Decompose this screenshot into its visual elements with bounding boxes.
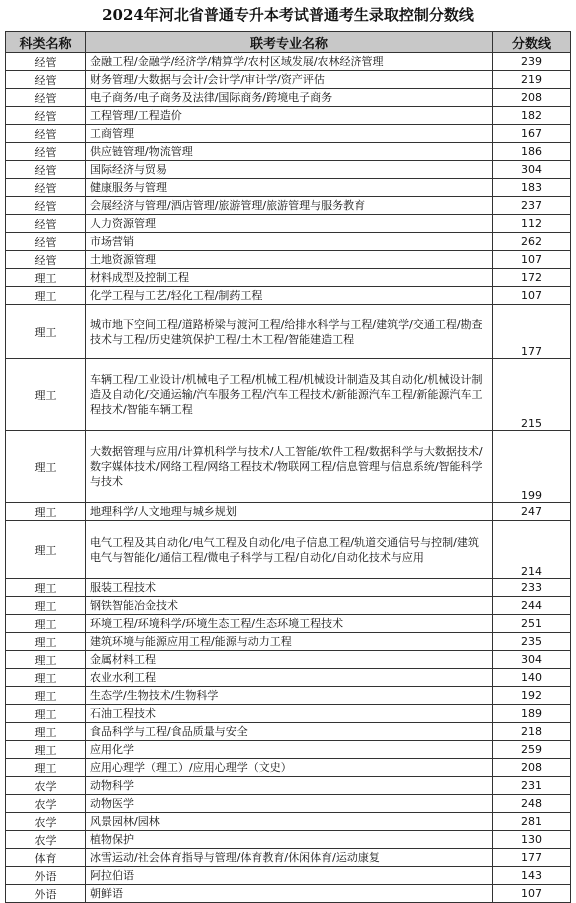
major-cell: 生态学/生物技术/生物科学 bbox=[86, 687, 493, 705]
score-cell: 218 bbox=[493, 723, 571, 741]
score-cell: 140 bbox=[493, 669, 571, 687]
category-cell: 理工 bbox=[6, 287, 86, 305]
category-cell: 外语 bbox=[6, 867, 86, 885]
table-row bbox=[6, 633, 571, 651]
table-row bbox=[6, 521, 571, 579]
category-cell: 经管 bbox=[6, 215, 86, 233]
major-cell: 城市地下空间工程/道路桥梁与渡河工程/给排水科学与工程/建筑学/交通工程/勘查技术与工程/历史建筑保护工程/土木工程/智能建造工程 bbox=[86, 305, 493, 359]
table-row bbox=[6, 125, 571, 143]
score-cell: 182 bbox=[493, 107, 571, 125]
page-title: 2024年河北省普通专升本考试普通考生录取控制分数线 bbox=[102, 6, 474, 24]
score-cell: 199 bbox=[493, 431, 571, 503]
table-row bbox=[6, 867, 571, 885]
score-cell: 186 bbox=[493, 143, 571, 161]
table-row bbox=[6, 53, 571, 71]
major-cell: 应用心理学（理工）/应用心理学（文史） bbox=[86, 759, 493, 777]
major-cell: 建筑环境与能源应用工程/能源与动力工程 bbox=[86, 633, 493, 651]
major-cell: 国际经济与贸易 bbox=[86, 161, 493, 179]
major-cell: 环境工程/环境科学/环境生态工程/生态环境工程技术 bbox=[86, 615, 493, 633]
table-row bbox=[6, 687, 571, 705]
table-row bbox=[6, 197, 571, 215]
major-cell: 石油工程技术 bbox=[86, 705, 493, 723]
table-row bbox=[6, 431, 571, 503]
score-cell: 233 bbox=[493, 579, 571, 597]
score-cell: 219 bbox=[493, 71, 571, 89]
category-cell: 经管 bbox=[6, 107, 86, 125]
table-row bbox=[6, 503, 571, 521]
score-cell: 251 bbox=[493, 615, 571, 633]
table-row bbox=[6, 723, 571, 741]
header-category: 科类名称 bbox=[6, 32, 86, 53]
category-cell: 农学 bbox=[6, 831, 86, 849]
score-cell: 304 bbox=[493, 651, 571, 669]
major-cell: 工程管理/工程造价 bbox=[86, 107, 493, 125]
table-row bbox=[6, 669, 571, 687]
table-row bbox=[6, 705, 571, 723]
category-cell: 理工 bbox=[6, 723, 86, 741]
score-cell: 237 bbox=[493, 197, 571, 215]
major-cell: 健康服务与管理 bbox=[86, 179, 493, 197]
score-cell: 259 bbox=[493, 741, 571, 759]
major-cell: 土地资源管理 bbox=[86, 251, 493, 269]
major-cell: 供应链管理/物流管理 bbox=[86, 143, 493, 161]
table-row bbox=[6, 885, 571, 903]
table-row bbox=[6, 179, 571, 197]
table-row bbox=[6, 651, 571, 669]
major-cell: 金融工程/金融学/经济学/精算学/农村区域发展/农林经济管理 bbox=[86, 53, 493, 71]
table-row bbox=[6, 143, 571, 161]
score-cell: 183 bbox=[493, 179, 571, 197]
score-cell: 304 bbox=[493, 161, 571, 179]
category-cell: 理工 bbox=[6, 633, 86, 651]
major-cell: 化学工程与工艺/轻化工程/制药工程 bbox=[86, 287, 493, 305]
category-cell: 体育 bbox=[6, 849, 86, 867]
category-cell: 理工 bbox=[6, 615, 86, 633]
category-cell: 经管 bbox=[6, 143, 86, 161]
category-cell: 理工 bbox=[6, 759, 86, 777]
category-cell: 农学 bbox=[6, 813, 86, 831]
score-cell: 248 bbox=[493, 795, 571, 813]
table-row bbox=[6, 305, 571, 359]
score-cell: 239 bbox=[493, 53, 571, 71]
score-cell: 244 bbox=[493, 597, 571, 615]
score-cell: 189 bbox=[493, 705, 571, 723]
table-row bbox=[6, 251, 571, 269]
score-cell: 215 bbox=[493, 359, 571, 431]
score-cell: 172 bbox=[493, 269, 571, 287]
major-cell: 农业水利工程 bbox=[86, 669, 493, 687]
score-cell: 112 bbox=[493, 215, 571, 233]
category-cell: 理工 bbox=[6, 741, 86, 759]
major-cell: 应用化学 bbox=[86, 741, 493, 759]
table-row bbox=[6, 287, 571, 305]
category-cell: 经管 bbox=[6, 233, 86, 251]
major-cell: 冰雪运动/社会体育指导与管理/体育教育/休闲体育/运动康复 bbox=[86, 849, 493, 867]
score-cell: 247 bbox=[493, 503, 571, 521]
major-cell: 动物科学 bbox=[86, 777, 493, 795]
table-row bbox=[6, 215, 571, 233]
category-cell: 外语 bbox=[6, 885, 86, 903]
score-cell: 167 bbox=[493, 125, 571, 143]
category-cell: 理工 bbox=[6, 579, 86, 597]
category-cell: 理工 bbox=[6, 705, 86, 723]
category-cell: 农学 bbox=[6, 795, 86, 813]
table-row bbox=[6, 89, 571, 107]
major-cell: 钢铁智能冶金技术 bbox=[86, 597, 493, 615]
major-cell: 人力资源管理 bbox=[86, 215, 493, 233]
category-cell: 理工 bbox=[6, 687, 86, 705]
score-cell: 130 bbox=[493, 831, 571, 849]
major-cell: 朝鲜语 bbox=[86, 885, 493, 903]
category-cell: 经管 bbox=[6, 89, 86, 107]
score-cell: 107 bbox=[493, 885, 571, 903]
table-row bbox=[6, 777, 571, 795]
table-row bbox=[6, 741, 571, 759]
major-cell: 阿拉伯语 bbox=[86, 867, 493, 885]
table-row bbox=[6, 615, 571, 633]
category-cell: 理工 bbox=[6, 305, 86, 359]
score-cell: 192 bbox=[493, 687, 571, 705]
table-body bbox=[6, 53, 571, 903]
major-cell: 会展经济与管理/酒店管理/旅游管理/旅游管理与服务教育 bbox=[86, 197, 493, 215]
major-cell: 电子商务/电子商务及法律/国际商务/跨境电子商务 bbox=[86, 89, 493, 107]
category-cell: 经管 bbox=[6, 251, 86, 269]
header-score: 分数线 bbox=[493, 32, 571, 53]
score-cell: 214 bbox=[493, 521, 571, 579]
table-row bbox=[6, 161, 571, 179]
major-cell: 材料成型及控制工程 bbox=[86, 269, 493, 287]
score-table bbox=[5, 31, 571, 903]
table-row bbox=[6, 233, 571, 251]
score-cell: 235 bbox=[493, 633, 571, 651]
major-cell: 电气工程及其自动化/电气工程及自动化/电子信息工程/轨道交通信号与控制/建筑电气与智能化/通信工程/微电子科学与工程/自动化/自动化技术与应用 bbox=[86, 521, 493, 579]
major-cell: 工商管理 bbox=[86, 125, 493, 143]
table-row bbox=[6, 107, 571, 125]
table-row bbox=[6, 795, 571, 813]
score-cell: 177 bbox=[493, 849, 571, 867]
score-cell: 208 bbox=[493, 89, 571, 107]
table-row bbox=[6, 597, 571, 615]
category-cell: 经管 bbox=[6, 71, 86, 89]
category-cell: 理工 bbox=[6, 521, 86, 579]
category-cell: 经管 bbox=[6, 161, 86, 179]
score-cell: 262 bbox=[493, 233, 571, 251]
table-row bbox=[6, 71, 571, 89]
major-cell: 植物保护 bbox=[86, 831, 493, 849]
category-cell: 理工 bbox=[6, 359, 86, 431]
score-cell: 177 bbox=[493, 305, 571, 359]
table-row bbox=[6, 579, 571, 597]
score-cell: 281 bbox=[493, 813, 571, 831]
score-cell: 208 bbox=[493, 759, 571, 777]
major-cell: 大数据管理与应用/计算机科学与技术/人工智能/软件工程/数据科学与大数据技术/数字媒体技术/网络工程/网络工程技术/物联网工程/信息管理与信息系统/智能科学与技术 bbox=[86, 431, 493, 503]
category-cell: 理工 bbox=[6, 669, 86, 687]
category-cell: 理工 bbox=[6, 269, 86, 287]
major-cell: 车辆工程/工业设计/机械电子工程/机械工程/机械设计制造及其自动化/机械设计制造及自动化/交通运输/汽车服务工程/汽车工程技术/新能源汽车工程/新能源汽车工程技术/智能车辆工程 bbox=[86, 359, 493, 431]
category-cell: 农学 bbox=[6, 777, 86, 795]
score-cell: 107 bbox=[493, 287, 571, 305]
category-cell: 经管 bbox=[6, 125, 86, 143]
category-cell: 理工 bbox=[6, 597, 86, 615]
major-cell: 金属材料工程 bbox=[86, 651, 493, 669]
category-cell: 理工 bbox=[6, 651, 86, 669]
category-cell: 经管 bbox=[6, 197, 86, 215]
score-cell: 231 bbox=[493, 777, 571, 795]
table-row bbox=[6, 813, 571, 831]
major-cell: 风景园林/园林 bbox=[86, 813, 493, 831]
table-row bbox=[6, 831, 571, 849]
major-cell: 服装工程技术 bbox=[86, 579, 493, 597]
major-cell: 地理科学/人文地理与城乡规划 bbox=[86, 503, 493, 521]
major-cell: 动物医学 bbox=[86, 795, 493, 813]
table-row bbox=[6, 359, 571, 431]
category-cell: 理工 bbox=[6, 503, 86, 521]
category-cell: 经管 bbox=[6, 179, 86, 197]
table-row bbox=[6, 269, 571, 287]
score-cell: 143 bbox=[493, 867, 571, 885]
major-cell: 财务管理/大数据与会计/会计学/审计学/资产评估 bbox=[86, 71, 493, 89]
table-row bbox=[6, 759, 571, 777]
header-major: 联考专业名称 bbox=[86, 32, 493, 53]
major-cell: 市场营销 bbox=[86, 233, 493, 251]
category-cell: 理工 bbox=[6, 431, 86, 503]
category-cell: 经管 bbox=[6, 53, 86, 71]
score-cell: 107 bbox=[493, 251, 571, 269]
major-cell: 食品科学与工程/食品质量与安全 bbox=[86, 723, 493, 741]
table-header-row bbox=[6, 32, 571, 53]
